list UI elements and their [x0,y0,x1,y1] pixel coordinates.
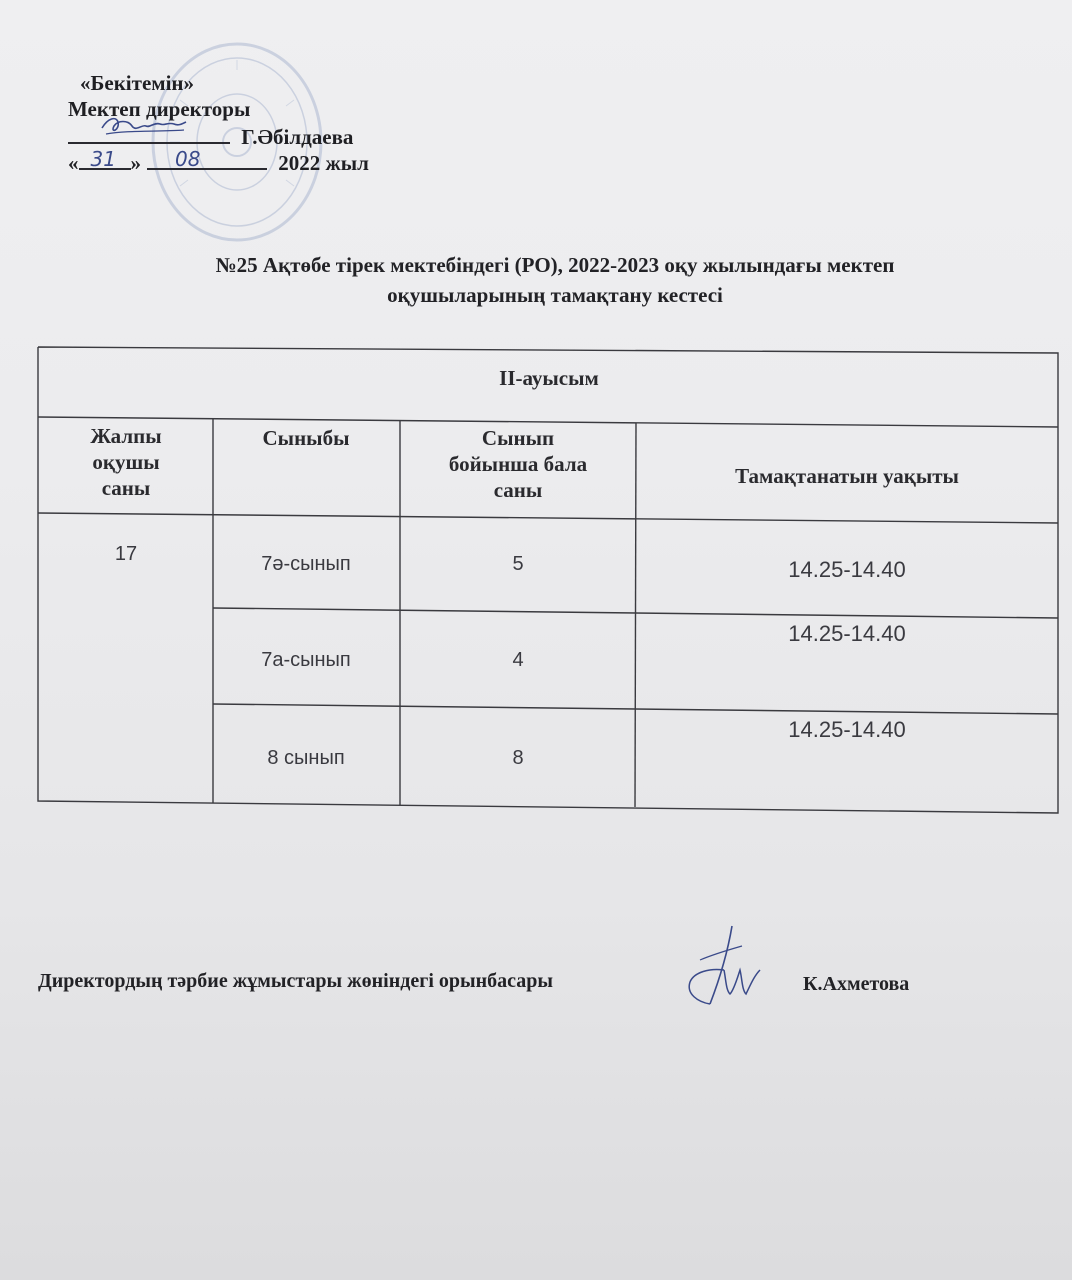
date-close-quote: » [130,151,141,175]
director-name: Г.Әбілдаева [241,125,354,149]
approval-date-line [68,148,369,174]
header-count-line-2: бойынша бала [448,452,588,476]
header-meal-time: Тамақтанатын уақыты [735,464,959,488]
shift-header: ІІ-ауысым [499,366,599,390]
header-total-line-1: Жалпы [90,424,162,448]
total-students-value: 17 [114,543,138,565]
director-signature-line [68,122,369,148]
table-row-2-class: 7а-сынып [261,649,351,671]
date-month: 08 [175,147,201,171]
meal-schedule-table [36,345,1062,815]
date-day-blank [79,148,131,170]
table-row-1-time: 14.25-14.40 [788,557,906,582]
approval-position: Мектеп директоры [68,97,251,121]
table-row-3-class: 8 сынып [267,747,345,769]
table-row-2-count: 4 [512,649,524,671]
header-count-line-3: саны [493,478,543,502]
header-count-line-1: Сынып [481,426,555,450]
approval-heading: «Бекітемін» [80,71,195,95]
header-total-line-2: оқушы [92,450,160,474]
table-row-3-time: 14.25-14.40 [788,717,906,742]
date-open-quote: « [68,151,79,175]
table-row-2-time: 14.25-14.40 [788,621,906,646]
deputy-title: Директордың тәрбие жұмыстары жөніндегі орынбасары [38,970,553,992]
header-class: Сыныбы [262,426,350,450]
document-title [60,250,1050,310]
header-total-line-3: саны [101,476,151,500]
header-total-students [40,423,212,501]
date-year: 2022 жыл [278,151,369,175]
table-row-1-class: 7ә-сынып [261,553,351,575]
approval-block [68,70,369,174]
deputy-name: К.Ахметова [803,973,910,995]
title-line-1: №25 Ақтөбе тірек мектебіндегі (РО), 2022-2023 оқу жылындағы мектеп [215,253,895,277]
table-row-3-count: 8 [512,747,524,769]
signature-blank [68,122,230,144]
director-signature-icon [98,112,188,142]
date-day: 31 [90,147,116,171]
title-line-2: оқушыларының тамақтану кестесі [387,283,723,307]
deputy-signature-icon [680,920,770,1015]
date-month-blank [147,148,267,170]
header-class-count [402,425,634,503]
table-row-1-count: 5 [512,553,524,575]
